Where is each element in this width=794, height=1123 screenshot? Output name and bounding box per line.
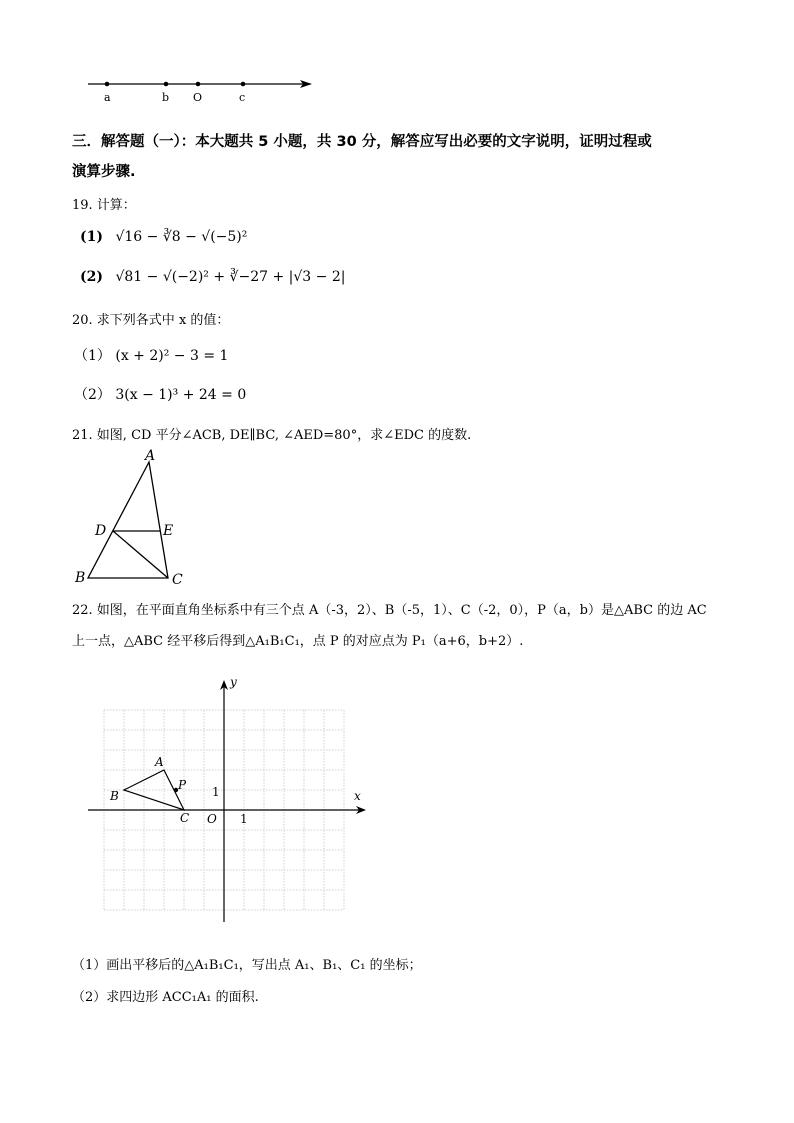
vertex-C-label: C xyxy=(180,811,190,825)
q20-part2 xyxy=(74,384,246,404)
x-unit-label: 1 xyxy=(240,812,248,826)
q22-sub1: （1）画出平移后的△A₁B₁C₁，写出点 A₁、B₁、C₁ 的坐标； xyxy=(72,958,422,973)
label-E: E xyxy=(163,523,174,539)
q20-part1 xyxy=(74,345,228,365)
section-title-line1: 三．解答题（一）：本大题共 5 小题，共 30 分，解答应写出必要的文字说明，证明过程或 xyxy=(72,134,652,150)
label-a: a xyxy=(104,91,111,104)
q22-line1: 22. 如图，在平面直角坐标系中有三个点 A（-3，2）、B（-5，1）、C（-2，0），P（a，b）是△ABC 的边 AC xyxy=(72,603,707,618)
q20-p2-label: （2） xyxy=(74,387,111,403)
q22-sub2: （2）求四边形 ACC₁A₁ 的面积. xyxy=(72,990,259,1005)
q21-triangle-figure xyxy=(70,445,200,590)
q20-p1-expr: (x + 2)² − 3 = 1 xyxy=(115,348,229,364)
q20-p1-label: （1） xyxy=(74,348,111,364)
q22-coordinate-grid xyxy=(80,670,380,930)
vertex-B-label: B xyxy=(110,789,119,803)
label-c: c xyxy=(239,91,246,104)
q20-p2-expr: 3(x − 1)³ + 24 = 0 xyxy=(115,387,247,403)
label-D: D xyxy=(95,523,107,539)
point-a xyxy=(105,82,110,87)
label-B: B xyxy=(75,570,86,586)
label-b: b xyxy=(162,91,170,104)
q19-p2-expr: √81 − √(−2)² + ∛−27 + |√3 − 2| xyxy=(115,269,346,285)
q19-p2-label: (2) xyxy=(80,269,103,285)
q19-p1-label: (1) xyxy=(80,229,103,245)
q19-part2 xyxy=(80,269,345,285)
q19-p1-expr: √16 − ∛8 − √(−5)² xyxy=(115,229,248,245)
q20-title: 20. 求下列各式中 x 的值： xyxy=(72,313,230,328)
y-unit-label: 1 xyxy=(212,785,220,799)
point-c xyxy=(241,82,246,87)
label-C: C xyxy=(172,572,183,588)
axis-y-label: y xyxy=(230,675,237,689)
label-A: A xyxy=(145,448,156,464)
number-line xyxy=(80,74,320,108)
q21-text: 21. 如图, CD 平分∠ACB, DE∥BC, ∠AED=80°，求∠EDC 的度数. xyxy=(72,428,472,443)
label-o: O xyxy=(193,91,203,104)
origin-label: O xyxy=(207,812,217,826)
vertex-A-label: A xyxy=(155,755,164,769)
point-o xyxy=(196,82,201,87)
point-b xyxy=(164,82,169,87)
axis-x-label: x xyxy=(354,789,361,803)
section-title-line2: 演算步骤. xyxy=(72,164,136,180)
q19-title: 19. 计算： xyxy=(72,198,136,213)
q22-line2: 上一点，△ABC 经平移后得到△A₁B₁C₁，点 P 的对应点为 P₁（a+6，b+2）. xyxy=(72,634,524,649)
q19-part1 xyxy=(80,229,247,245)
point-P-label: P xyxy=(178,778,187,792)
